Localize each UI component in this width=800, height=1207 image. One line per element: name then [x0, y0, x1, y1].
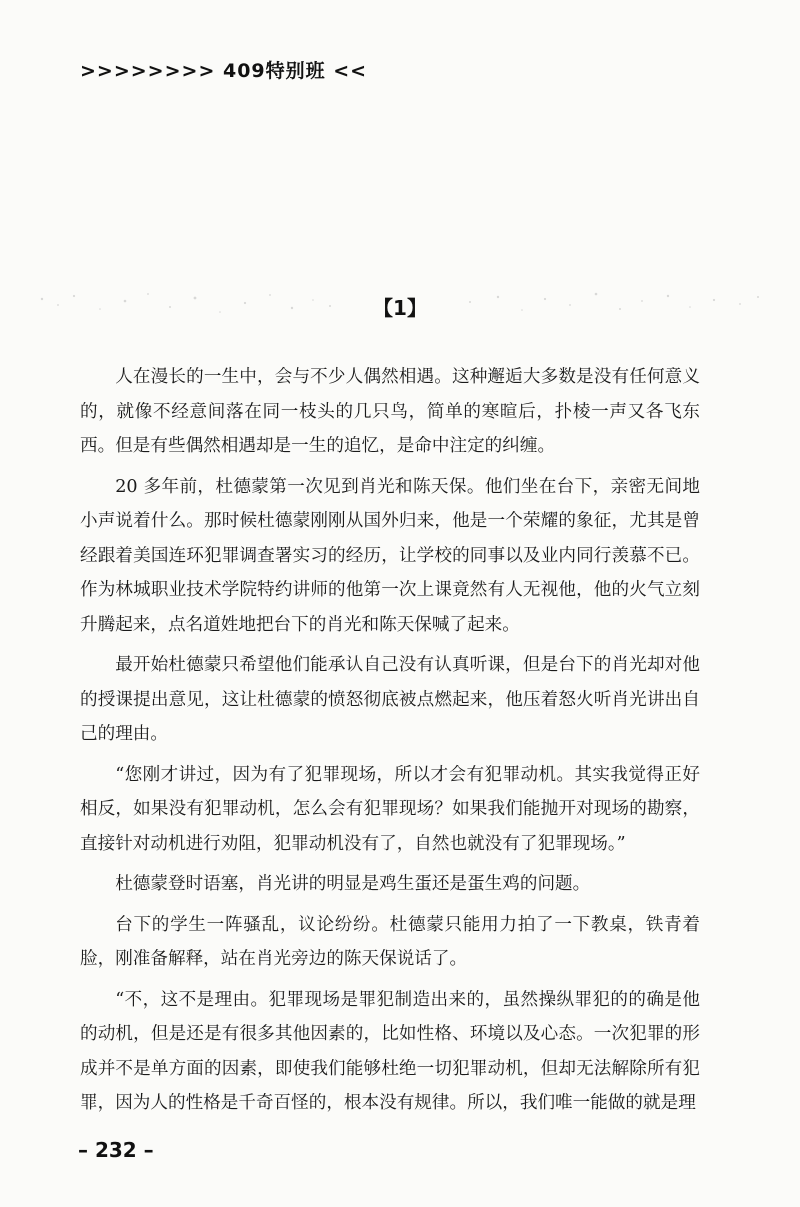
paragraph: 最开始杜德蒙只希望他们能承认自己没有认真听课，但是台下的肖光却对他的授课提出意见，这让杜德蒙的愤怒彻底被点燃起来，他压着怒火听肖光讲出自己的理由。	[80, 655, 700, 744]
paragraph: 杜德蒙登时语塞，肖光讲的明显是鸡生蛋还是蛋生鸡的问题。	[115, 874, 591, 894]
paragraph: “您刚才讲过，因为有了犯罪现场，所以才会有犯罪动机。其实我觉得正好相反，如果没有犯罪动机，怎么会有犯罪现场？如果我们能抛开对现场的勘察，直接针对动机进行劝阻，犯罪动机没有了，自然也就没有了犯罪现场。”	[80, 764, 700, 854]
body-text	[80, 360, 700, 1121]
paragraph: “不，这不是理由。犯罪现场是罪犯制造出来的，虽然操纵罪犯的的确是他的动机，但是还是有很多其他因素的，比如性格、环境以及心态。一次犯罪的形成并不是单方面的因素，即使我们能够杜绝一切犯罪动机，但却无法解除所有犯罪，因为人的性格是千奇百怪的，根本没有规律。所以，我们唯一能做的就是理	[80, 989, 700, 1113]
paragraph: 人在漫长的一生中，会与不少人偶然相遇。这种邂逅大多数是没有任何意义的，就像不经意间落在同一枝头的几只鸟，简单的寒暄后，扑棱一声又各飞东西。但是有些偶然相遇却是一生的追忆，是命中注定的纠缠。	[80, 367, 700, 456]
page-number: – 232 –	[78, 1138, 154, 1162]
running-header: >>>>>>>> 409特别班 <<	[80, 60, 368, 82]
paragraph: 台下的学生一阵骚乱，议论纷纷。杜德蒙只能用力拍了一下教桌，铁青着脸，刚准备解释，站在肖光旁边的陈天保说话了。	[80, 914, 700, 969]
section-marker: 【1】	[373, 296, 427, 320]
paragraph: 20 多年前，杜德蒙第一次见到肖光和陈天保。他们坐在台下，亲密无间地小声说着什么。那时候杜德蒙刚刚从国外归来，他是一个荣耀的象征，尤其是曾经跟着美国连环犯罪调查署实习的经历，让学校的同事以及业内同行羡慕不已。作为林城职业技术学院特约讲师的他第一次上课竟然有人无视他，他的火气立刻升腾起来，点名道姓地把台下的肖光和陈天保喊了起来。	[80, 476, 700, 635]
